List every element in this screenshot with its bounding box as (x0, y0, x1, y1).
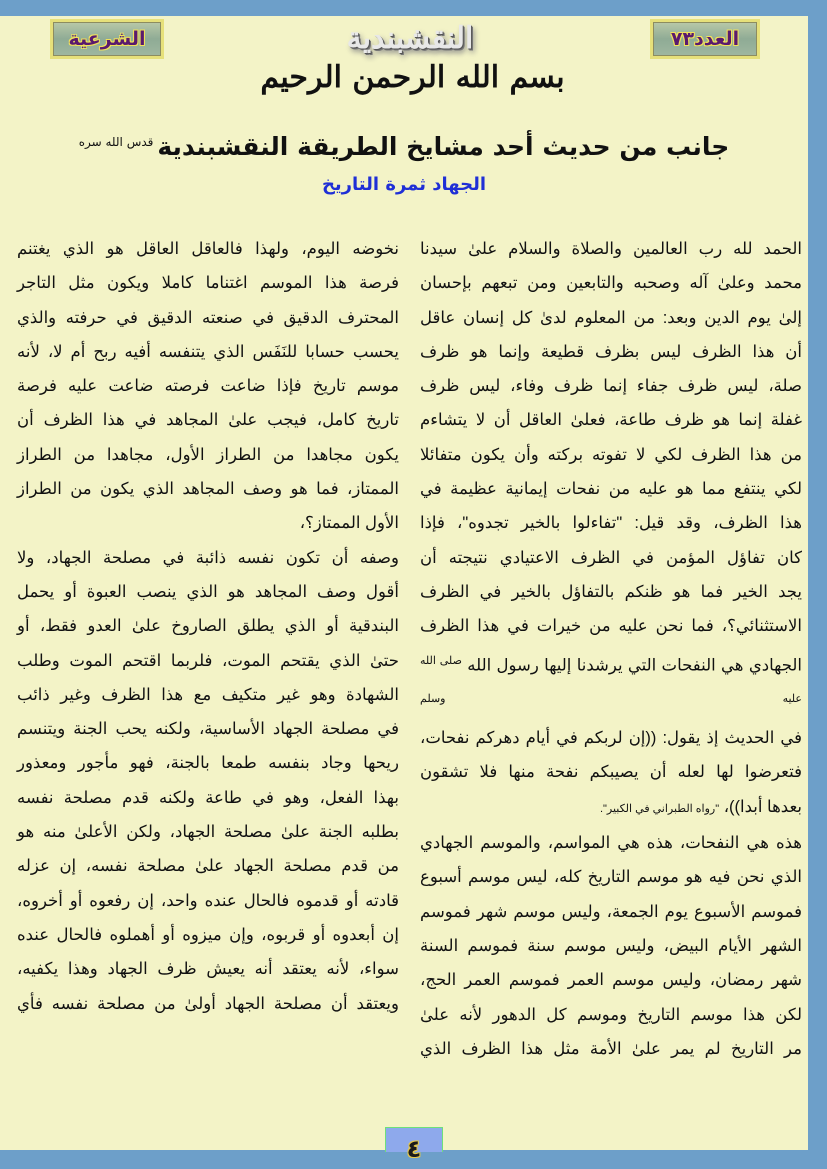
text-line: فرصة هذا الموسم اغتناما كاملا ويكون مثل التاجر (17, 274, 399, 293)
text-line: بطلبه الجنة علىٰ مصلحة الجهاد، ولكن الأعلىٰ منه هو (17, 823, 399, 842)
text-line: ويعتقد أن مصلحة الجهاد أولىٰ من مصلحة نفسه فأي (17, 994, 399, 1013)
text-line: الاستثنائي؟، فما نحن عليه من خيرات في هذا الظرف (420, 617, 802, 636)
hadith-citation: "رواه الطبراني في الكبير". (599, 802, 720, 815)
text-line: من هذا الظرف لكي لا تفوته بركته وأن يكون متفائلا (420, 445, 802, 464)
text-line: الممتاز، فما هو وصف المجاهد الذي يكون من الطراز (17, 480, 399, 499)
text-line: لكن هذا موسم التاريخ وموسم كل الدهور لأنه علىٰ (420, 1005, 802, 1024)
article-column-right (420, 232, 802, 1066)
article-title-text: جانب من حديث أحد مشايخ الطريقة النقشبندية (157, 132, 730, 161)
text-line: من قدم مصلحة الجهاد علىٰ مصلحة نفسه، إن عزله (17, 857, 399, 876)
text-line: صلة، ليس ظرف جفاء إنما ظرف وفاء، ليس ظرف (420, 377, 802, 396)
text-line: تاريخ كامل، فيجب علىٰ المجاهد في هذا الظرف أن (17, 411, 399, 430)
text-line: في الحديث إذ يقول: ((إن لربكم في أيام دهركم نفحات، (420, 729, 802, 748)
text-line: يكون مجاهدا من الطراز الأول، مجاهدا من الطراز (17, 445, 399, 464)
text-line: أقول وصف المجاهد هو الذي ينصب العبوة أو يحمل (17, 582, 399, 601)
text-line: كان تفاؤل المؤمن في الظرف الاعتيادي نتيجته أن (420, 548, 802, 567)
magazine-masthead-logo: النقشبندية (346, 21, 474, 56)
text-line: البندقية أو الذي يطلق الصاروخ علىٰ العدو فقط، أو (17, 617, 399, 636)
text-line: غفلة إنما هو ظرف طاعة، فعلىٰ العاقل أن لا يتشاءم (420, 411, 802, 430)
honorific-calligraphy-icon: قدس الله سره (78, 134, 154, 149)
text-line: حتىٰ الذي يقتحم الموت، فلربما اقتحم الموت وطلب (17, 651, 399, 670)
text-line: لكي ينتفع مما هو عليه من نفحات إيمانية عظيمة في (420, 480, 802, 499)
text-line: الجهادي هي النفحات التي يرشدنا إليها رسول الله (467, 656, 802, 675)
text-line: موسم تاريخ فإذا ضاعت فرصته ضاعت عليه فرصة (17, 377, 399, 396)
text-line: هذا الظرف، وقد قيل: "تفاءلوا بالخير تجدوه"، فإذا (420, 514, 802, 533)
text-line: ريحها وجاد بنفسه طمعا بالجنة، فهو مأجور ومعذور (17, 754, 399, 773)
text-line: قادته أو قدموه فالحال عنده واحد، إن رفعوه أو أخروه، (17, 891, 399, 910)
text-line: سواء، لأنه يعتقد أنه يعيش ظرف الجهاد وهذا يكفيه، (17, 960, 399, 979)
text-line: فتعرضوا لها لعله أن يصيبكم نفحة منها فلا تشقون (420, 763, 802, 782)
section-badge (50, 19, 164, 59)
text-line: الحمد لله رب العالمين والصلاة والسلام علىٰ سيدنا (420, 240, 802, 258)
text-line: الشهادة وهو غير متكيف مع هذا الظرف وغير ذائب (17, 685, 399, 704)
text-line: إن أبعدوه أو قربوه، وإن ميزوه أو أهملوه فالحال عنده (17, 925, 399, 944)
text-line: الشهر الأيام البيض، وليس موسم سنة فموسم السنة (420, 936, 802, 955)
page-number: ٤ (406, 1135, 422, 1163)
text-line: بهذا الفعل، وهو في طاعة ولكنه قدم مصلحة نفسه (17, 788, 399, 807)
article-column-left (17, 232, 399, 1021)
pbuh-calligraphy-icon: صلى الله عليه وسلم (420, 654, 802, 706)
text-line: شهر رمضان، وليس موسم العمر فموسم العمر الحج، (420, 971, 802, 990)
text-line: محمد وعلىٰ آله وصحبه والتابعين ومن تبعهم بإحسان (420, 274, 802, 293)
text-line: الأول الممتاز؟، (299, 514, 399, 533)
text-line: أن هذا الظرف ليس بظرف قطيعة وإنما هو ظرف (420, 342, 802, 361)
text-line: مر التاريخ لم يمر علىٰ الأمة مثل هذا الظرف الذي (420, 1039, 802, 1058)
text-line: في مصلحة الجهاد الأساسية، ولكنه يحب الجنة ويتنسم (17, 720, 399, 739)
text-line: المحترف الدقيق في صنعته الدقيق في حرفته والذي (17, 308, 399, 327)
text-line: فموسم الأسبوع يوم الجمعة، وليس موسم شهر فموسم (420, 902, 802, 921)
page-panel (0, 16, 808, 1150)
text-line: نخوضه اليوم، ولهذا فالعاقل العاقل هو الذي يغتنم (17, 240, 399, 258)
text-line: هذه هي النفحات، هذه هي المواسم، والموسم الجهادي (420, 834, 802, 853)
article-subtitle: الجهاد ثمرة التاريخ (321, 174, 487, 195)
issue-number-label: العدد٧٣ (670, 28, 740, 50)
text-line: وصفه أن تكون نفسه ذائبة في مصلحة الجهاد، ولا (17, 548, 399, 567)
text-line: الذي نحن فيه هو موسم التاريخ كله، ليس موسم أسبوع (420, 868, 802, 887)
article-title (0, 132, 808, 161)
basmala-calligraphy: بسم الله الرحمن الرحيم (260, 59, 565, 95)
text-line-with-pbuh (420, 644, 802, 722)
text-line: يحسب حسابا للنَفَس الذي يتنفسه أفيه ربح أم لا، لأنه (17, 342, 399, 361)
page-number-box (385, 1127, 443, 1163)
section-label: الشرعية (68, 28, 146, 50)
issue-number-badge (650, 19, 760, 59)
text-line-with-citation (420, 790, 802, 826)
text-line: يجد الخير فما هو ظنكم بالتفاؤل بالخير في الظرف (420, 582, 802, 601)
text-line: بعدها أبدا))، (723, 797, 802, 816)
text-line: إلىٰ يوم الدين وبعد: من المعلوم لدىٰ كل إنسان عاقل (420, 308, 802, 327)
